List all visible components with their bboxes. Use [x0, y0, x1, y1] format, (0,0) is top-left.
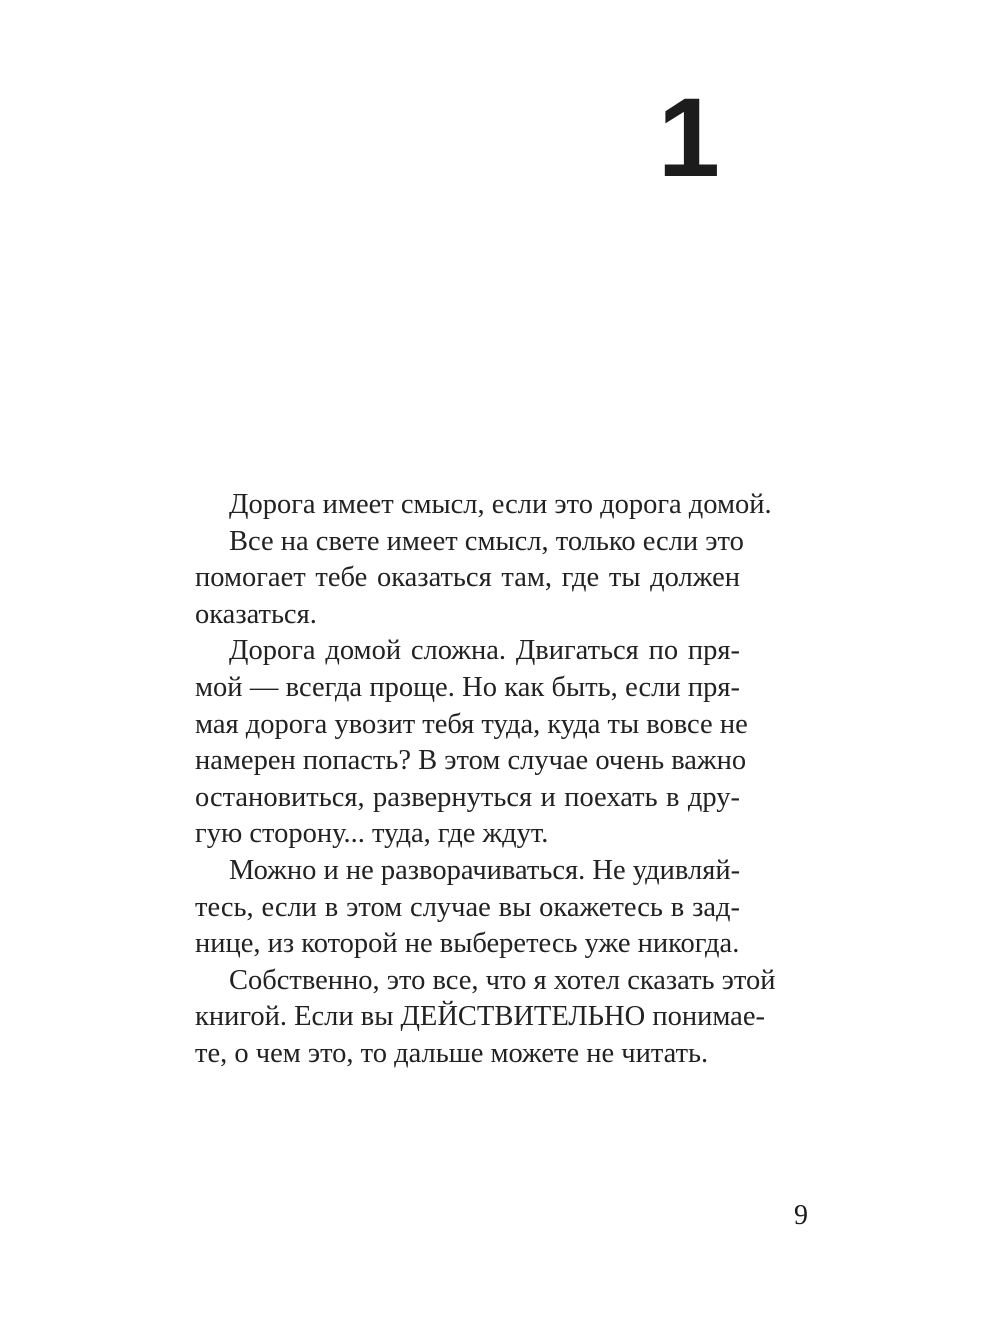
paragraph-3-line-2: мой — всегда проще. Но как быть, если пря- — [195, 671, 740, 703]
paragraph-5-line-1: Собственно, это все, что я хотел сказать этой — [229, 964, 776, 996]
chapter-body-text — [195, 487, 776, 1073]
paragraph-2-line-3: оказаться. — [195, 598, 317, 630]
paragraph-5-line-3: те, о чем это, то дальше можете не читать. — [195, 1037, 709, 1069]
paragraph-4-line-3: нице, из которой не выберетесь уже никогда. — [195, 928, 740, 960]
paragraph-3-line-6: гую сторону... туда, где ждут. — [195, 818, 549, 850]
paragraph-5-line-2: книгой. Если вы ДЕЙСТВИТЕЛЬНО понимае- — [195, 1001, 765, 1033]
paragraph-2-line-2: помогает тебе оказаться там, где ты должен — [195, 562, 740, 594]
paragraph-3-line-1: Дорога домой сложна. Двигаться по пря- — [229, 635, 740, 667]
paragraph-3-line-4: намерен попасть? В этом случае очень важно — [195, 745, 747, 777]
paragraph-4-line-1: Можно и не разворачиваться. Не удивляй- — [229, 854, 741, 886]
paragraph-4-line-2: тесь, если в этом случае вы окажетесь в зад- — [195, 891, 740, 923]
paragraph-3-line-3: мая дорога увозит тебя туда, куда ты вовсе не — [195, 708, 748, 740]
paragraph-1-line-1: Дорога имеет смысл, если это дорога домой. — [229, 489, 772, 520]
paragraph-3-line-5: остановиться, развернуться и поехать в дру- — [195, 781, 740, 813]
chapter-number: 1 — [657, 75, 720, 200]
paragraph-2-line-1: Все на свете имеет смысл, только если это — [229, 525, 744, 557]
page-number: 9 — [794, 1200, 808, 1231]
